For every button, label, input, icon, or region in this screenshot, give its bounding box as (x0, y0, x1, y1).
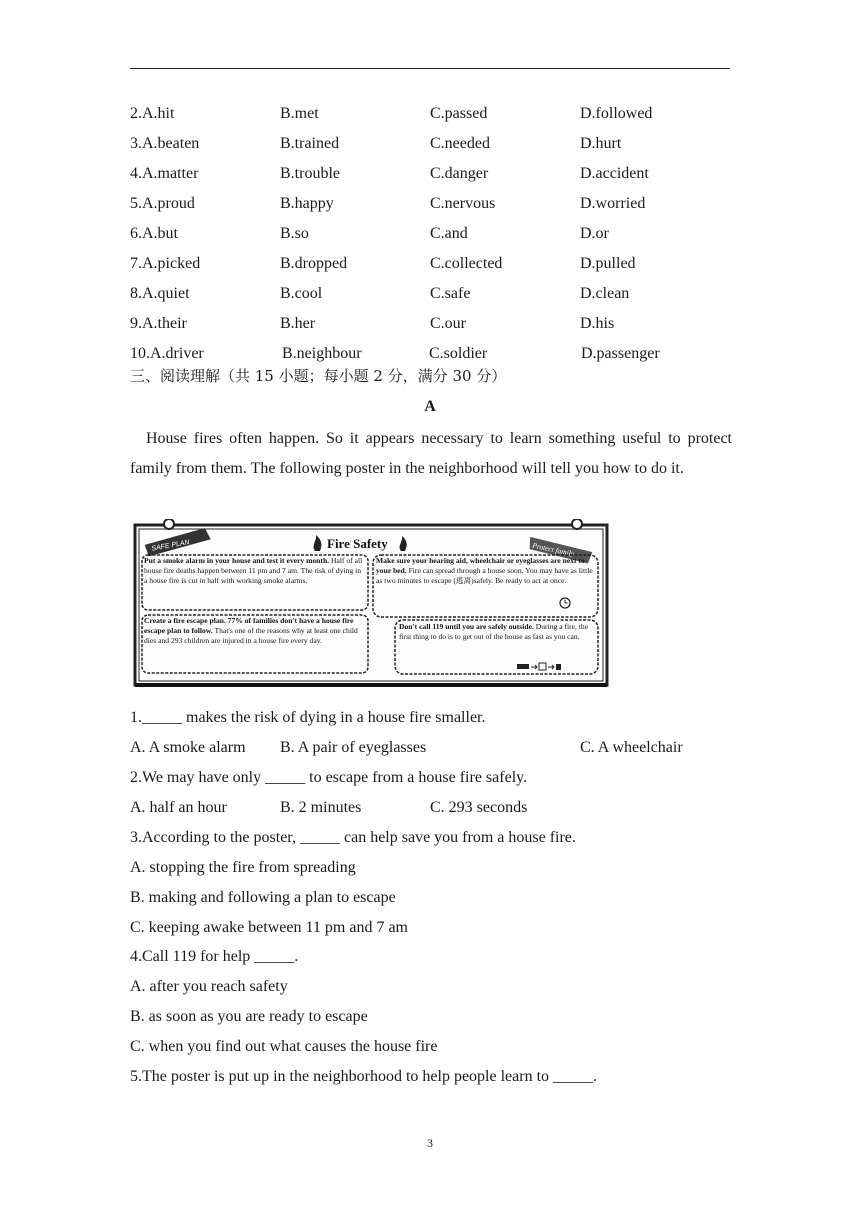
option-a: 10.A.driver (130, 345, 204, 362)
answer-option: C. A wheelchair (580, 739, 683, 756)
answer-option: A. after you reach safety (130, 978, 288, 995)
answer-option: A. half an hour (130, 799, 227, 816)
option-d: D.or (580, 225, 609, 242)
option-a: 6.A.but (130, 225, 178, 242)
option-a: 8.A.quiet (130, 285, 190, 302)
option-c: C.collected (430, 255, 503, 272)
passage-paragraph: House fires often happen. So it appears necessary to learn something useful to protect family from them. The following poster in the neighborhood will tell you how to do it. (130, 430, 732, 477)
option-c: C.and (430, 225, 468, 242)
option-a: 9.A.their (130, 315, 187, 332)
answer-option: B. A pair of eyeglasses (280, 739, 427, 756)
header-rule (130, 68, 730, 69)
option-row (130, 105, 730, 129)
answer-option: C. 293 seconds (430, 799, 528, 816)
section-heading: 三、阅读理解（共 15 小题；每小题 2 分，满分 30 分） (130, 367, 507, 385)
option-d: D.worried (580, 195, 646, 212)
option-a: 7.A.picked (130, 255, 201, 272)
option-b: B.her (280, 315, 316, 332)
box1-heading: Put a smoke alarm in your house and test it every month. (144, 556, 330, 565)
option-row (130, 225, 730, 249)
option-d: D.clean (580, 285, 630, 302)
option-c: C.safe (430, 285, 471, 302)
option-c: C.nervous (430, 195, 496, 212)
box3-heading: Create a fire escape plan. 77% of families don't have a house fire escape plan to follow. (144, 616, 354, 635)
option-a: 2.A.hit (130, 105, 175, 122)
option-row (130, 315, 730, 339)
option-a: 3.A.beaten (130, 135, 200, 152)
question-stem: 2.We may have only _____ to escape from a house fire safely. (130, 769, 528, 786)
option-a: 4.A.matter (130, 165, 199, 182)
question-options (130, 739, 730, 761)
option-d: D.accident (580, 165, 649, 182)
answer-option: B. as soon as you are ready to escape (130, 1008, 368, 1025)
passage-label: A (424, 398, 436, 415)
answer-option: B. 2 minutes (280, 799, 362, 816)
box3-text: That's one of the reasons why at least one child dies and 293 children are injured in a house fire every day. (144, 625, 358, 645)
option-row (130, 255, 730, 279)
option-c: C.our (430, 315, 466, 332)
option-b: B.neighbour (282, 345, 362, 362)
fire-safety-poster (133, 519, 609, 691)
right-banner-text: Protect family (531, 540, 575, 559)
option-row (130, 165, 730, 189)
option-b: B.happy (280, 195, 334, 212)
box2-heading: Make sure your hearing aid, wheelchair or eyeglasses are next to your bed. (376, 556, 585, 576)
option-b: B.cool (280, 285, 323, 302)
option-b: B.dropped (280, 255, 348, 272)
question-stem: 3.According to the poster, _____ can help save you from a house fire. (130, 829, 576, 846)
pin-icon (572, 519, 582, 529)
option-c: C.passed (430, 105, 488, 122)
option-row (130, 285, 730, 309)
option-b: B.met (280, 105, 319, 122)
option-b: B.so (280, 225, 309, 242)
answer-option: A. stopping the fire from spreading (130, 859, 356, 876)
option-c: C.danger (430, 165, 489, 182)
page-number: 3 (427, 1136, 433, 1150)
option-b: B.trouble (280, 165, 340, 182)
pin-icon (164, 519, 174, 529)
poster-title: Fire Safety (327, 536, 388, 551)
box4-heading: Don't call 119 until you are safely outside. (399, 622, 534, 631)
box4-text: During a fire, the first thing to do is to get out of the house as fast as you can. (399, 622, 589, 642)
question-options (130, 799, 730, 821)
option-a: 5.A.proud (130, 195, 195, 212)
option-row (130, 195, 730, 219)
option-d: D.hurt (580, 135, 622, 152)
box1-text: Half of all house fire deaths happen between 11 pm and 7 am. The risk of dying in a house fire is cut in half with working smoke alarms. (144, 556, 363, 585)
box2-text: Fire can spread through a house soon. You may have as little as two minutes to escape (逃离)safely. Be ready to act at once. (376, 566, 593, 586)
option-row (130, 135, 730, 159)
answer-option: B. making and following a plan to escape (130, 889, 396, 906)
question-stem: 4.Call 119 for help _____. (130, 948, 299, 965)
option-d: D.passenger (581, 345, 660, 362)
option-c: C.needed (430, 135, 490, 152)
option-d: D.pulled (580, 255, 636, 272)
option-d: D.followed (580, 105, 653, 122)
option-d: D.his (580, 315, 615, 332)
question-stem: 1._____ makes the risk of dying in a house fire smaller. (130, 709, 486, 726)
answer-option: A. A smoke alarm (130, 739, 246, 756)
option-b: B.trained (280, 135, 340, 152)
answer-option: C. when you find out what causes the house fire (130, 1038, 438, 1055)
option-c: C.soldier (429, 345, 488, 362)
question-stem: 5.The poster is put up in the neighborhood to help people learn to _____. (130, 1068, 598, 1085)
left-banner-text: SAFE PLAN (150, 539, 191, 553)
answer-option: C. keeping awake between 11 pm and 7 am (130, 919, 408, 936)
